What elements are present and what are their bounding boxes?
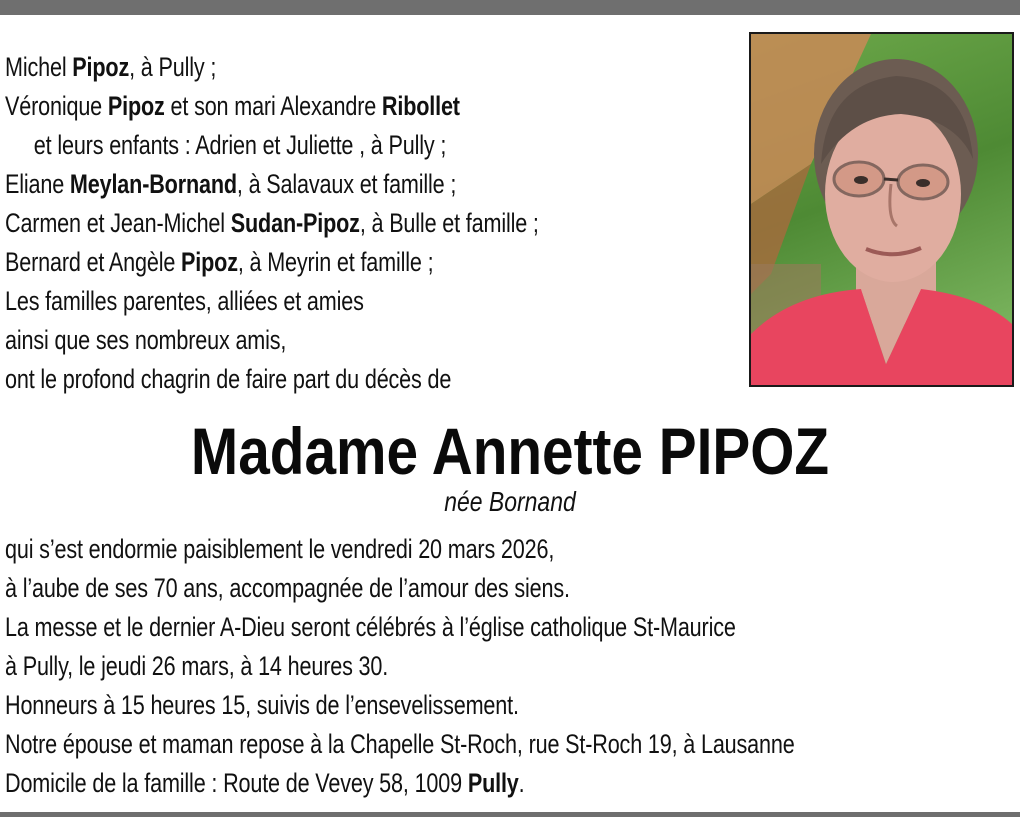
line-text: ainsi que ses nombreux amis, — [5, 325, 287, 355]
notice-line — [5, 282, 539, 321]
notice-line — [5, 48, 539, 87]
surname-text: Pipoz — [107, 91, 165, 121]
surname-text: Pipoz — [72, 52, 130, 82]
notice-line — [5, 321, 539, 360]
line-text: à Pully, le jeudi 26 mars, à 14 heures 30. — [5, 651, 389, 681]
notice-line — [5, 165, 539, 204]
line-text: Eliane — [5, 169, 70, 199]
line-text: . — [518, 768, 525, 798]
notice-line — [5, 126, 539, 165]
portrait-photo — [749, 32, 1014, 387]
notice-line — [5, 686, 795, 725]
notice-line — [5, 647, 795, 686]
notice-line — [5, 360, 539, 399]
line-text: Domicile de la famille : Route de Vevey 58, 1009 — [5, 768, 468, 798]
line-text: Notre épouse et maman repose à la Chapelle St-Roch, rue St-Roch 19, à Lausanne — [5, 729, 795, 759]
notice-line — [5, 569, 795, 608]
line-text: Bernard et Angèle — [5, 247, 182, 277]
line-text: , à Meyrin et famille ; — [237, 247, 434, 277]
line-text: Véronique — [5, 91, 108, 121]
line-text: Honneurs à 15 heures 15, suivis de l’ensevelissement. — [5, 690, 519, 720]
line-text: et leurs enfants : Adrien et Juliette , à Pully ; — [33, 130, 447, 160]
notice-line — [5, 87, 539, 126]
portrait-illustration — [751, 34, 1012, 385]
line-text: Carmen et Jean-Michel — [5, 208, 231, 238]
line-text: et son mari Alexandre — [164, 91, 382, 121]
notice-line — [5, 608, 795, 647]
notice-line — [5, 764, 795, 803]
line-text: ont le profond chagrin de faire part du décès de — [5, 364, 452, 394]
line-text: , à Pully ; — [129, 52, 217, 82]
detail-lines — [5, 530, 992, 803]
surname-text: Meylan-Bornand — [69, 169, 237, 199]
notice-line — [5, 243, 539, 282]
surname-text: Pully — [467, 768, 519, 798]
line-text: à l’aube de ses 70 ans, accompagnée de l’amour des siens. — [5, 573, 570, 603]
line-text: qui s’est endormie paisiblement le vendredi 20 mars 2026, — [5, 534, 555, 564]
line-text: , à Bulle et famille ; — [359, 208, 539, 238]
notice-line — [5, 725, 795, 764]
surname-text: Ribollet — [381, 91, 460, 121]
surname-text: Sudan-Pipoz — [230, 208, 360, 238]
surname-text: Pipoz — [181, 247, 238, 277]
family-lines — [5, 48, 672, 399]
line-text: Les familles parentes, alliées et amies — [5, 286, 364, 316]
deceased-name: Madame Annette PIPOZ — [190, 414, 830, 488]
top-rule — [0, 0, 1020, 15]
line-text: La messe et le dernier A-Dieu seront célébrés à l’église catholique St-Maurice — [5, 612, 736, 642]
line-text: Michel — [5, 52, 73, 82]
bottom-rule — [0, 812, 1020, 817]
line-text: , à Salavaux et famille ; — [236, 169, 457, 199]
maiden-name: née Bornand — [444, 486, 576, 517]
notice-line — [5, 530, 795, 569]
notice-line — [5, 204, 539, 243]
